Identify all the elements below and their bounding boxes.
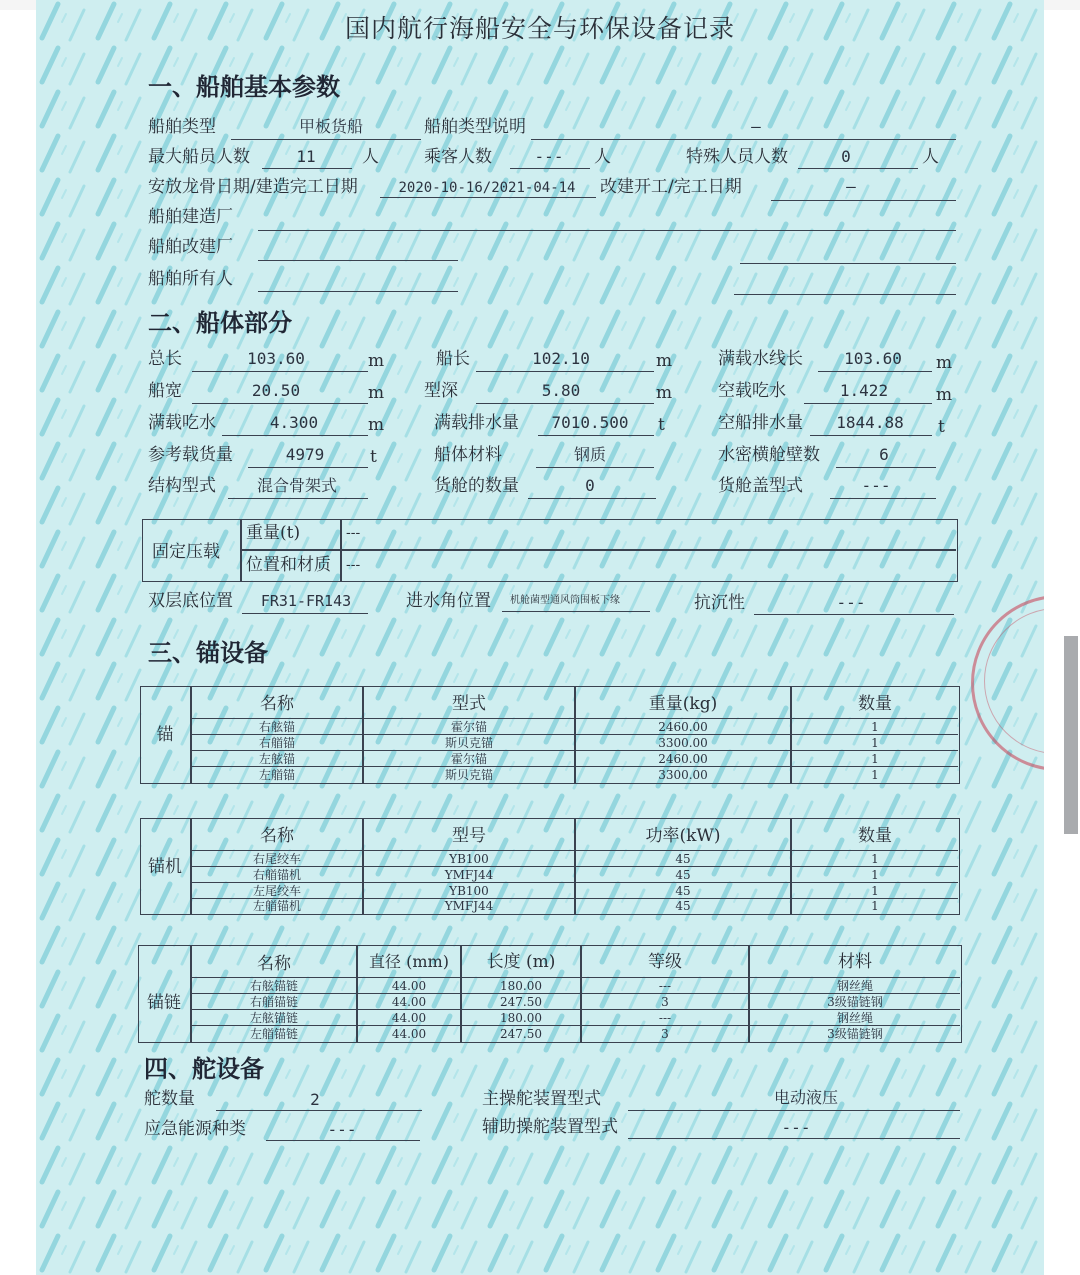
hull-label: 满载水线长 — [718, 349, 803, 369]
table-divider — [190, 882, 958, 883]
emergency-label: 应急能源种类 — [144, 1119, 246, 1139]
certificate-sheet — [36, 0, 1044, 1275]
table-header: 长度 (m) — [486, 952, 556, 972]
hull-underline — [804, 403, 932, 404]
table-cell: 1 — [871, 868, 879, 882]
table-cell: --- — [658, 979, 672, 993]
ballast-label: 固定压载 — [152, 542, 220, 562]
table-cell: 霍尔锚 — [450, 752, 487, 766]
table-cell: 247.50 — [500, 995, 542, 1009]
table-cell: 3 — [661, 995, 669, 1009]
table-header: 名称 — [257, 954, 291, 974]
section1-heading: 一、船舶基本参数 — [148, 73, 340, 101]
ship-type-desc-value: — — [751, 117, 761, 136]
flood-angle-underline — [502, 611, 650, 612]
table-cell: 3300.00 — [658, 768, 708, 782]
table-cell: YB100 — [449, 852, 489, 866]
table-header: 功率(kW) — [645, 826, 721, 846]
hull-value: 103.60 — [844, 349, 902, 368]
ship-type-underline — [231, 139, 421, 140]
hull-label: 总长 — [148, 349, 182, 369]
table-cell: 45 — [675, 868, 691, 882]
double-bottom-underline — [242, 613, 368, 614]
table-cell: 45 — [675, 899, 691, 913]
table-cell: 右艏锚机 — [252, 868, 301, 882]
aux-steering-label: 辅助操舵装置型式 — [482, 1117, 618, 1137]
table-header: 型式 — [452, 694, 486, 714]
ballast-material-label: 位置和材质 — [246, 555, 331, 575]
table-cell: 1 — [871, 720, 879, 734]
double-bottom-value: FR31-FR143 — [260, 592, 352, 610]
document-content — [36, 0, 1044, 1275]
main-steering-value: 电动液压 — [773, 1088, 838, 1107]
table-divider — [190, 766, 958, 767]
hull-label: 结构型式 — [148, 476, 216, 496]
table-cell: 斯贝克锚 — [444, 768, 493, 782]
owner-underline-right — [734, 294, 956, 295]
main-steering-label: 主操舵装置型式 — [482, 1089, 601, 1109]
passenger-value: --- — [534, 147, 564, 166]
table-cell: 右舷锚 — [258, 720, 295, 734]
table-cell: 247.50 — [500, 1027, 542, 1041]
table-cell: 1 — [871, 768, 879, 782]
document-title: 国内航行海船安全与环保设备记录 — [344, 14, 735, 43]
table-divider — [190, 750, 958, 751]
hull-unit: m — [656, 383, 673, 403]
table-cell: 右艏锚链 — [249, 995, 298, 1009]
keel-date-label: 安放龙骨日期/建造完工日期 — [148, 177, 358, 197]
unsinkable-label: 抗沉性 — [694, 593, 745, 613]
table-divider — [190, 734, 958, 735]
table-cell: 3级锚链钢 — [827, 995, 883, 1009]
hull-unit: m — [936, 385, 953, 405]
hull-value: 102.10 — [532, 349, 590, 368]
table-cell: 44.00 — [391, 979, 427, 993]
max-crew-underline — [262, 168, 352, 169]
hull-value: 0 — [585, 476, 595, 495]
windlass-group-label: 锚机 — [148, 857, 182, 877]
rebuild-date-underline — [771, 200, 956, 201]
hull-label: 船长 — [436, 349, 470, 369]
ship-type-desc-label: 船舶类型说明 — [424, 117, 526, 137]
ballast-material-value: --- — [346, 557, 361, 573]
hull-label: 参考载货量 — [148, 445, 233, 465]
emergency-underline — [266, 1140, 420, 1141]
table-cell: YMFJ44 — [444, 899, 494, 913]
hull-unit: m — [368, 351, 385, 371]
table-header: 型号 — [452, 826, 486, 846]
table-header: 直径 (mm) — [369, 952, 449, 971]
hull-value: 6 — [879, 445, 889, 464]
unsinkable-underline — [754, 614, 954, 615]
rudder-count-label: 舵数量 — [144, 1089, 195, 1109]
table-cell: 左艏锚机 — [252, 899, 301, 913]
max-crew-value: 11 — [296, 147, 316, 166]
max-crew-label: 最大船员人数 — [148, 147, 250, 167]
table-cell: 左舷锚链 — [249, 1011, 298, 1025]
hull-underline — [476, 403, 654, 404]
table-header: 名称 — [260, 826, 294, 846]
table-cell: 左尾绞车 — [252, 884, 301, 898]
table-divider — [190, 1025, 960, 1026]
table-cell: 1 — [871, 899, 879, 913]
ballast-divider — [240, 549, 956, 551]
table-header: 数量 — [858, 694, 892, 714]
table-cell: 钢丝绳 — [836, 1011, 873, 1025]
table-cell: 3级锚链钢 — [827, 1027, 883, 1041]
hull-label: 水密横舱壁数 — [718, 445, 820, 465]
table-cell: 45 — [675, 884, 691, 898]
hull-value: 混合骨架式 — [256, 476, 337, 495]
section3-heading: 三、锚设备 — [148, 639, 268, 667]
table-cell: 1 — [871, 736, 879, 750]
hull-value: 5.80 — [541, 381, 581, 400]
scrollbar-thumb[interactable] — [1064, 636, 1078, 834]
main-steering-underline — [628, 1110, 960, 1111]
max-crew-unit: 人 — [362, 147, 379, 167]
hull-unit: m — [936, 353, 953, 373]
rebuild-date-value: — — [846, 177, 856, 196]
hull-value: --- — [861, 476, 891, 495]
flood-angle-label: 进水角位置 — [406, 591, 491, 611]
ballast-weight-value: --- — [346, 525, 361, 541]
ship-type-value: 甲板货船 — [298, 117, 363, 136]
rebuild-date-label: 改建开工/完工日期 — [600, 177, 742, 197]
hull-label: 货舱盖型式 — [718, 476, 803, 496]
table-cell: 1 — [871, 752, 879, 766]
hull-value: 20.50 — [251, 381, 301, 400]
table-header: 等级 — [648, 952, 682, 972]
hull-value: 7010.500 — [551, 413, 629, 432]
hull-underline — [192, 403, 368, 404]
table-cell: 霍尔锚 — [450, 720, 487, 734]
hull-unit: m — [368, 383, 385, 403]
section2-heading: 二、船体部分 — [148, 309, 292, 337]
table-cell: 右艏锚 — [258, 736, 295, 750]
table-cell: 左艏锚链 — [249, 1027, 298, 1041]
table-cell: 3300.00 — [658, 736, 708, 750]
table-cell: 1 — [871, 852, 879, 866]
table-cell: 右尾绞车 — [252, 852, 301, 866]
table-cell: 45 — [675, 852, 691, 866]
table-cell: 1 — [871, 884, 879, 898]
hull-underline — [528, 498, 656, 499]
hull-label: 货舱的数量 — [434, 476, 519, 496]
hull-unit: t — [370, 447, 377, 467]
table-header: 数量 — [858, 826, 892, 846]
rudder-count-value: 2 — [310, 1090, 320, 1109]
hull-value: 1844.88 — [836, 413, 904, 432]
table-divider — [190, 993, 960, 994]
table-header: 重量(kg) — [648, 694, 718, 714]
passenger-label: 乘客人数 — [424, 147, 492, 167]
hull-unit: m — [656, 351, 673, 371]
table-divider — [190, 977, 960, 978]
flood-angle-value: 机舱菌型通风筒围板下缘 — [510, 595, 620, 606]
hull-underline — [830, 498, 936, 499]
table-header: 材料 — [838, 952, 872, 972]
chain-group-label: 锚链 — [147, 993, 181, 1013]
ship-type-label: 船舶类型 — [148, 117, 216, 137]
table-cell: 2460.00 — [658, 720, 708, 734]
hull-value: 4979 — [285, 445, 325, 464]
special-label: 特殊人员人数 — [686, 147, 788, 167]
table-divider — [190, 866, 958, 867]
hull-value: 钢质 — [573, 445, 606, 464]
table-divider — [190, 718, 958, 719]
hull-label: 满载排水量 — [434, 413, 519, 433]
hull-unit: t — [658, 415, 665, 435]
table-header: 名称 — [260, 694, 294, 714]
table-cell: 44.00 — [391, 1011, 427, 1025]
table-cell: 3 — [661, 1027, 669, 1041]
table-cell: --- — [658, 1011, 672, 1025]
anchor-group-label: 锚 — [156, 725, 174, 745]
passenger-underline — [510, 168, 590, 169]
table-cell: YMFJ44 — [444, 868, 494, 882]
hull-underline — [248, 467, 368, 468]
hull-underline — [818, 371, 932, 372]
hull-label: 船体材料 — [434, 445, 502, 465]
table-cell: 44.00 — [391, 995, 427, 1009]
keel-date-value: 2020-10-16/2021-04-14 — [398, 180, 576, 196]
unsinkable-value: --- — [836, 593, 866, 612]
hull-label: 空载吃水 — [718, 381, 786, 401]
hull-underline — [476, 371, 654, 372]
builder-label: 船舶建造厂 — [148, 207, 233, 227]
builder-underline — [258, 230, 956, 231]
table-cell: 左艏锚 — [258, 768, 295, 782]
rebuilder-underline-left — [258, 260, 458, 261]
special-underline — [798, 168, 918, 169]
owner-label: 船舶所有人 — [148, 269, 233, 289]
table-cell: YB100 — [449, 884, 489, 898]
aux-steering-underline — [628, 1138, 960, 1139]
table-cell: 2460.00 — [658, 752, 708, 766]
table-cell: 右舷锚链 — [249, 979, 298, 993]
hull-underline — [538, 435, 654, 436]
owner-underline-left — [258, 291, 458, 292]
hull-unit: m — [368, 415, 385, 435]
hull-underline — [536, 467, 654, 468]
hull-underline — [222, 435, 368, 436]
table-cell: 斯贝克锚 — [444, 736, 493, 750]
table-cell: 180.00 — [500, 1011, 542, 1025]
table-cell: 180.00 — [500, 979, 542, 993]
hull-underline — [192, 371, 368, 372]
hull-value: 1.422 — [839, 381, 889, 400]
hull-label: 空船排水量 — [718, 413, 803, 433]
ship-type-desc-underline — [531, 139, 956, 140]
special-value: 0 — [841, 147, 851, 166]
aux-steering-value: --- — [781, 1118, 811, 1137]
rudder-count-underline — [216, 1110, 422, 1111]
ballast-weight-label: 重量(t) — [246, 523, 301, 543]
hull-value: 4.300 — [269, 413, 319, 432]
hull-label: 船宽 — [148, 381, 182, 401]
table-divider — [190, 1009, 960, 1010]
section4-heading: 四、舵设备 — [144, 1055, 264, 1083]
hull-label: 型深 — [424, 381, 458, 401]
table-divider — [190, 850, 958, 851]
hull-underline — [228, 498, 368, 499]
double-bottom-label: 双层底位置 — [148, 591, 233, 611]
table-cell: 钢丝绳 — [836, 979, 873, 993]
hull-value: 103.60 — [247, 349, 305, 368]
table-cell: 左舷锚 — [258, 752, 295, 766]
passenger-unit: 人 — [594, 147, 611, 167]
hull-label: 满载吃水 — [148, 413, 216, 433]
emergency-value: --- — [327, 1120, 357, 1139]
table-cell: 44.00 — [391, 1027, 427, 1041]
rebuilder-underline-right — [740, 263, 956, 264]
rebuilder-label: 船舶改建厂 — [148, 237, 233, 257]
special-unit: 人 — [922, 147, 939, 167]
hull-underline — [836, 467, 936, 468]
keel-date-underline — [380, 197, 596, 198]
hull-unit: t — [938, 417, 945, 437]
hull-underline — [810, 435, 932, 436]
